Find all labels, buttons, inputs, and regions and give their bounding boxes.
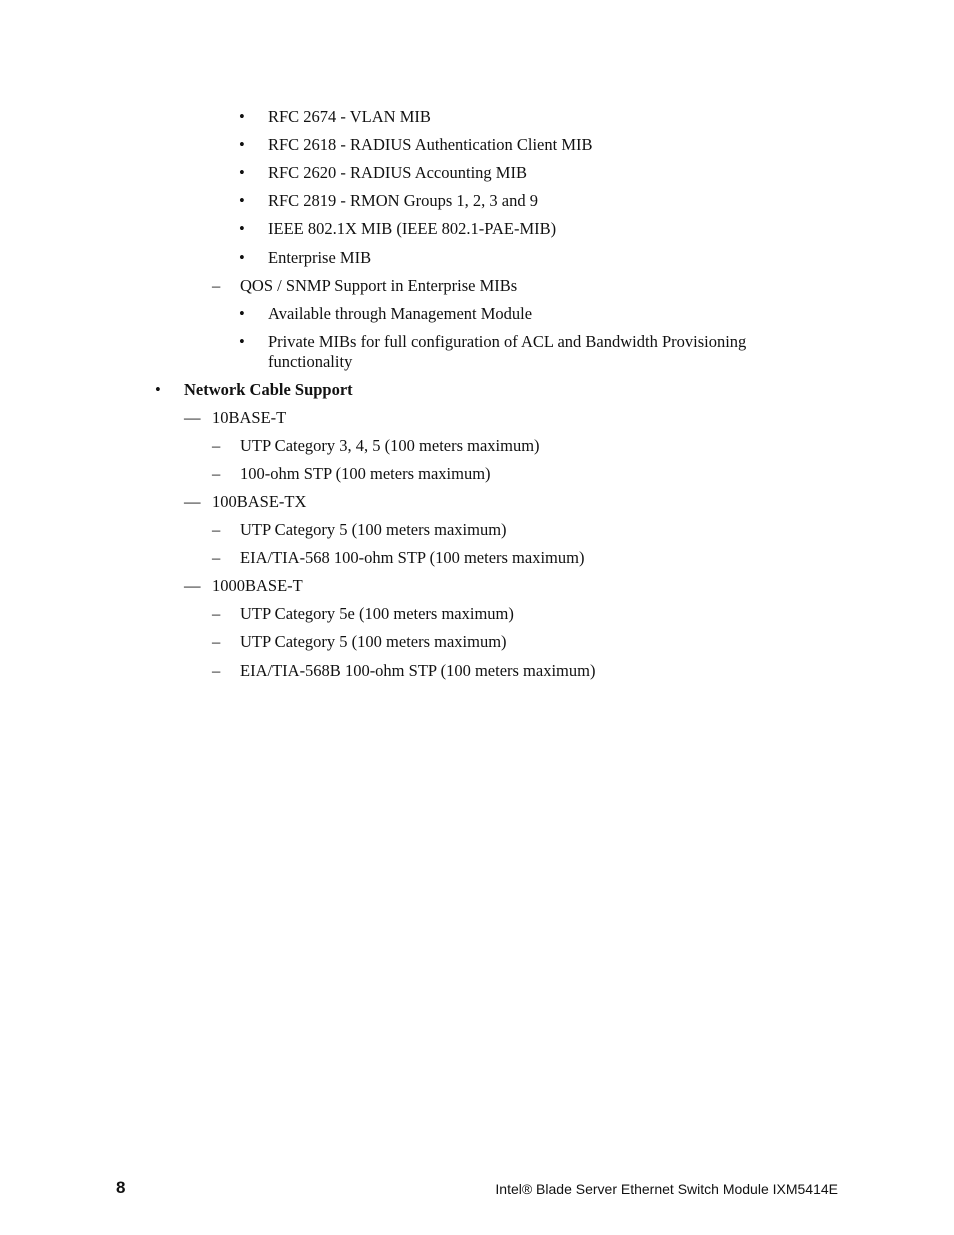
cable-type-1000base-t: 1000BASE-T <box>212 576 303 595</box>
bullet-marker: • <box>239 332 245 351</box>
dash-marker: – <box>212 604 221 623</box>
dash-marker: – <box>212 276 221 295</box>
dash-marker: – <box>212 632 221 651</box>
emdash-marker: — <box>184 408 201 427</box>
mib-item: Enterprise MIB <box>268 248 372 267</box>
qos-item-continuation: functionality <box>268 352 353 371</box>
cable-spec-item: EIA/TIA-568B 100-ohm STP (100 meters maximum) <box>240 661 596 680</box>
cable-spec-item: 100-ohm STP (100 meters maximum) <box>240 464 491 483</box>
dash-marker: – <box>212 548 221 567</box>
dash-marker: – <box>212 436 221 455</box>
mib-item: RFC 2620 - RADIUS Accounting MIB <box>268 163 527 182</box>
bullet-marker: • <box>155 380 161 399</box>
bullet-marker: • <box>239 304 245 323</box>
document-title: Intel® Blade Server Ethernet Switch Module IXM5414E <box>495 1181 838 1197</box>
page-number: 8 <box>116 1178 126 1197</box>
cable-support-heading: Network Cable Support <box>184 380 353 399</box>
bullet-marker: • <box>239 191 245 210</box>
mib-item: RFC 2819 - RMON Groups 1, 2, 3 and 9 <box>268 191 538 210</box>
bullet-marker: • <box>239 135 245 154</box>
dash-marker: – <box>212 464 221 483</box>
mib-item: RFC 2618 - RADIUS Authentication Client MIB <box>268 135 593 154</box>
cable-spec-item: UTP Category 5 (100 meters maximum) <box>240 520 507 539</box>
cable-type-10base-t: 10BASE-T <box>212 408 287 427</box>
cable-spec-item: UTP Category 5e (100 meters maximum) <box>240 604 514 623</box>
mib-item: RFC 2674 - VLAN MIB <box>268 107 431 126</box>
bullet-marker: • <box>239 248 245 267</box>
qos-heading: QOS / SNMP Support in Enterprise MIBs <box>240 276 518 295</box>
qos-item: Private MIBs for full configuration of ACL and Bandwidth Provisioning <box>268 332 747 351</box>
emdash-marker: — <box>184 492 201 511</box>
cable-spec-item: EIA/TIA-568 100-ohm STP (100 meters maximum) <box>240 548 585 567</box>
bullet-marker: • <box>239 219 245 238</box>
emdash-marker: — <box>184 576 201 595</box>
dash-marker: – <box>212 520 221 539</box>
mib-item: IEEE 802.1X MIB (IEEE 802.1-PAE-MIB) <box>268 219 557 238</box>
dash-marker: – <box>212 661 221 680</box>
bullet-marker: • <box>239 107 245 126</box>
qos-item: Available through Management Module <box>268 304 533 323</box>
bullet-marker: • <box>239 163 245 182</box>
cable-spec-item: UTP Category 3, 4, 5 (100 meters maximum) <box>240 436 540 455</box>
cable-spec-item: UTP Category 5 (100 meters maximum) <box>240 632 507 651</box>
cable-type-100base-tx: 100BASE-TX <box>212 492 307 511</box>
